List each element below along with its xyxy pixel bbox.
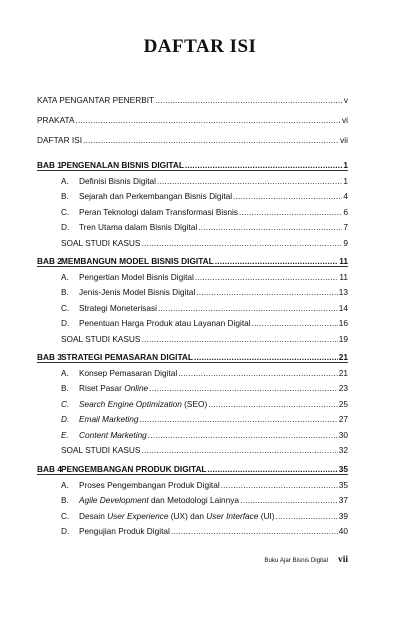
page-number: 21: [338, 352, 348, 362]
page-number: 35: [338, 479, 348, 490]
entry-title: PENGENALAN BISNIS DIGITAL: [61, 160, 184, 170]
item-letter: A.: [61, 271, 69, 282]
item-letter: C.: [61, 302, 70, 313]
entry-title: [79, 511, 275, 522]
page-number: 37: [338, 495, 348, 505]
entry-title: [79, 383, 148, 394]
dot-leader: [252, 318, 338, 329]
entry-title: Tren Utama dalam Bisnis Digital: [79, 222, 198, 232]
dot-leader: [276, 511, 338, 522]
dot-leader: [158, 303, 338, 314]
entry-title: [79, 495, 239, 506]
page-title: DAFTAR ISI: [143, 36, 257, 57]
page-number: 23: [338, 383, 348, 393]
dot-leader: [240, 495, 338, 506]
page-number: 25: [338, 398, 348, 409]
entry-title: DAFTAR ISI: [37, 135, 83, 145]
page-number: 13: [338, 287, 348, 297]
dot-leader: [83, 135, 339, 146]
dot-leader: [221, 480, 338, 491]
toc-section-entry[interactable]: [37, 412, 348, 425]
entry-title-part: User Interface: [206, 510, 259, 521]
entry-title-part: (UI): [258, 510, 275, 521]
item-letter: B.: [61, 383, 69, 393]
entry-title: [79, 414, 138, 425]
toc-section-entry[interactable]: [37, 220, 348, 233]
page-number: 16: [338, 318, 348, 328]
item-letter: B.: [61, 287, 69, 297]
page-number: 11: [339, 271, 348, 282]
item-letter: C.: [61, 510, 70, 521]
toc-section-entry[interactable]: [37, 285, 348, 298]
page-number: v: [343, 95, 348, 105]
toc-case-study-entry[interactable]: [37, 236, 348, 249]
item-letter: A.: [61, 175, 69, 186]
page-number: 7: [343, 222, 348, 232]
entry-title-part: Agile Development: [79, 495, 149, 505]
toc-section-entry[interactable]: [37, 301, 348, 314]
chapter-number: BAB 4: [37, 464, 62, 474]
entry-title: [79, 430, 147, 441]
entry-title-part: dan Metodologi Lainnya: [148, 495, 240, 505]
entry-title: KATA PENGANTAR PENERBIT: [37, 95, 155, 105]
page-number: 9: [343, 237, 348, 248]
entry-title-part: (SEO): [181, 398, 208, 409]
dot-leader: [178, 368, 338, 379]
toc-front-matter-entry[interactable]: [37, 113, 348, 126]
page-number: 35: [338, 464, 348, 474]
page-number: 30: [338, 429, 348, 440]
dot-leader: [148, 430, 338, 441]
page-number: 14: [338, 302, 348, 313]
toc-section-entry[interactable]: [37, 428, 348, 441]
toc-section-entry[interactable]: [37, 493, 348, 506]
entry-title: STRATEGI PEMASARAN DIGITAL: [61, 352, 193, 362]
dot-leader: [196, 287, 338, 298]
entry-title: MEMBANGUN MODEL BISNIS DIGITAL: [61, 256, 214, 266]
page-number: 32: [338, 445, 348, 455]
entry-title: Pengertian Model Bisnis Digital: [79, 271, 194, 282]
dot-leader: [141, 445, 337, 456]
item-letter: D.: [61, 318, 70, 328]
toc-section-entry[interactable]: [37, 366, 348, 379]
entry-title: SOAL STUDI KASUS: [61, 237, 141, 248]
dot-leader: [208, 399, 338, 410]
toc-section-entry[interactable]: [37, 316, 348, 329]
page-number: 1: [343, 160, 348, 170]
chapter-number: BAB 3: [37, 352, 62, 362]
item-letter: C.: [61, 398, 70, 409]
toc-case-study-entry[interactable]: [37, 332, 348, 345]
dot-leader: [157, 176, 342, 187]
toc-section-entry[interactable]: [37, 509, 348, 522]
toc-section-entry[interactable]: [37, 189, 348, 202]
page-number: 19: [338, 333, 348, 344]
chapter-divider: [37, 362, 348, 363]
chapter-divider: [37, 474, 348, 475]
dot-leader: [76, 115, 342, 126]
page-number: 27: [338, 414, 348, 424]
item-letter: A.: [61, 479, 69, 490]
dot-leader: [141, 334, 337, 345]
entry-title: PENGEMBANGAN PRODUK DIGITAL: [61, 464, 207, 474]
dot-leader: [198, 222, 342, 233]
entry-title-part: User Experience: [107, 510, 169, 521]
entry-title-part: Desain: [79, 510, 108, 521]
dot-leader: [149, 383, 338, 394]
toc-front-matter-entry[interactable]: [37, 93, 348, 106]
dot-leader: [195, 272, 339, 283]
entry-title-part: (UX) dan: [168, 510, 207, 521]
item-letter: B.: [61, 495, 69, 505]
footer-book-title: Buku Ajar Bisnis Digital: [264, 557, 328, 564]
entry-title: Sejarah dan Perkembangan Bisnis Digital: [79, 191, 233, 201]
dot-leader: [139, 414, 337, 425]
entry-title: [79, 399, 207, 410]
chapter-divider: [37, 170, 348, 171]
item-letter: C.: [61, 206, 70, 217]
toc-front-matter-entry[interactable]: [37, 133, 348, 146]
item-letter: D.: [61, 526, 70, 536]
entry-title: Penentuan Harga Produk atau Layanan Digital: [79, 318, 251, 328]
dot-leader: [141, 238, 342, 249]
entry-title-part: Email Marketing: [79, 414, 139, 424]
entry-title: Definisi Bisnis Digital: [79, 175, 157, 186]
toc-section-entry[interactable]: [37, 397, 348, 410]
page-number: 4: [343, 191, 348, 201]
item-letter: D.: [61, 222, 70, 232]
page-number: 21: [338, 367, 348, 378]
entry-title-part: Online: [124, 383, 149, 393]
page-number: 39: [338, 510, 348, 521]
toc-section-entry[interactable]: [37, 205, 348, 218]
toc-section-entry[interactable]: [37, 381, 348, 394]
dot-leader: [155, 95, 343, 106]
toc-section-entry[interactable]: [37, 270, 348, 283]
entry-title: Konsep Pemasaran Digital: [79, 367, 178, 378]
entry-title: Proses Pengembangan Produk Digital: [79, 479, 220, 490]
entry-title: PRAKATA: [37, 115, 75, 125]
page-footer: [264, 555, 348, 565]
dot-leader: [239, 207, 342, 218]
page-number: vi: [342, 115, 348, 125]
toc-case-study-entry[interactable]: [37, 443, 348, 456]
entry-title: Pengujian Produk Digital: [79, 526, 170, 536]
page-number: 1: [343, 175, 348, 186]
page-number: vii: [340, 135, 348, 145]
entry-title: Jenis-Jenis Model Bisnis Digital: [79, 287, 196, 297]
page-number: 11: [339, 256, 348, 266]
toc-section-entry[interactable]: [37, 174, 348, 187]
chapter-number: BAB 1: [37, 160, 62, 170]
entry-title-part: Riset Pasar: [79, 383, 125, 393]
page-number: 40: [338, 526, 348, 536]
entry-title: SOAL STUDI KASUS: [61, 445, 141, 455]
dot-leader: [233, 191, 342, 202]
item-letter: E.: [61, 429, 69, 440]
entry-title-part: Content Marketing: [79, 429, 147, 440]
page-number: 6: [343, 206, 348, 217]
toc-section-entry[interactable]: [37, 478, 348, 491]
item-letter: B.: [61, 191, 69, 201]
entry-title: Strategi Moneterisasi: [79, 302, 157, 313]
item-letter: D.: [61, 414, 70, 424]
entry-title: Peran Teknologi dalam Transformasi Bisnis: [79, 206, 238, 217]
chapter-divider: [37, 266, 348, 267]
entry-title-part: Search Engine Optimization: [79, 398, 182, 409]
toc-section-entry[interactable]: [37, 524, 348, 537]
footer-page-number: vii: [337, 555, 348, 565]
dot-leader: [171, 526, 338, 537]
item-letter: A.: [61, 367, 69, 378]
chapter-number: BAB 2: [37, 256, 62, 266]
entry-title: SOAL STUDI KASUS: [61, 333, 141, 344]
